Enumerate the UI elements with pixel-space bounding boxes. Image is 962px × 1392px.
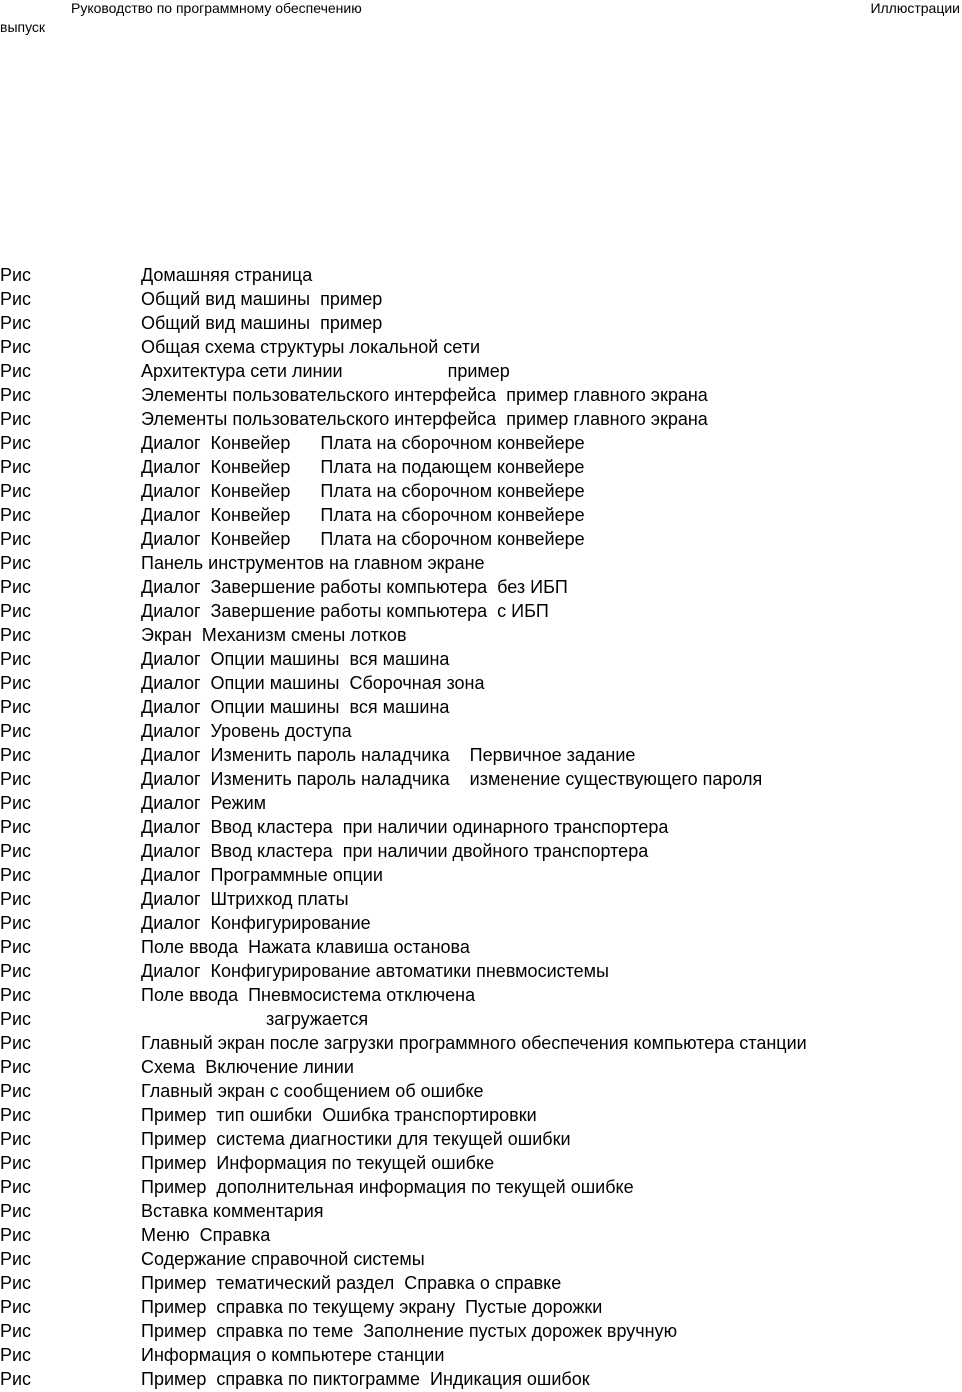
figure-label: Рис — [0, 745, 32, 765]
figure-entry[interactable] — [0, 1368, 962, 1392]
figure-title: Панель инструментов на главном экране — [141, 553, 485, 573]
figure-label: Рис — [0, 769, 32, 789]
figure-label: Рис — [0, 385, 32, 405]
figure-label: Рис — [0, 1177, 32, 1197]
figure-title: Пример тематический раздел Справка о справке — [141, 1273, 562, 1293]
figure-title: Диалог Штрихкод платы — [141, 889, 349, 909]
figure-label: Рис — [0, 1249, 32, 1269]
figure-title: Диалог Изменить пароль наладчика изменение существующего пароля — [141, 769, 763, 789]
figure-label: Рис — [0, 697, 32, 717]
figure-title: Элементы пользовательского интерфейса пример главного экрана — [141, 385, 708, 405]
figure-entry[interactable] — [0, 576, 962, 600]
figure-entry[interactable] — [0, 888, 962, 912]
figure-label: Рис — [0, 865, 32, 885]
figure-label: Рис — [0, 457, 32, 477]
figure-title: Экран Механизм смены лотков — [141, 625, 407, 645]
figure-title: Информация о компьютере станции — [141, 1345, 445, 1365]
figure-label: Рис — [0, 985, 32, 1005]
figure-label: Рис — [0, 529, 32, 549]
figure-title: Диалог Уровень доступа — [141, 721, 352, 741]
figure-title: Диалог Ввод кластера при наличии двойного транспортера — [141, 841, 649, 861]
figure-label: Рис — [0, 409, 32, 429]
figure-label: Рис — [0, 793, 32, 813]
figure-label: Рис — [0, 553, 32, 573]
figure-entry[interactable] — [0, 1176, 962, 1200]
figure-title: Пример справка по теме Заполнение пустых дорожек вручную — [141, 1321, 678, 1341]
figure-label: Рис — [0, 937, 32, 957]
figure-entry[interactable] — [0, 936, 962, 960]
figure-entry[interactable] — [0, 480, 962, 504]
figure-label: Рис — [0, 1057, 32, 1077]
figure-entry[interactable] — [0, 1224, 962, 1248]
figure-title: Меню Справка — [141, 1225, 271, 1245]
figure-label: Рис — [0, 481, 32, 501]
figure-entry[interactable] — [0, 528, 962, 552]
figure-entry[interactable] — [0, 1128, 962, 1152]
figure-entry[interactable] — [0, 1344, 962, 1368]
figure-label: Рис — [0, 1321, 32, 1341]
figure-title: Диалог Конвейер Плата на сборочном конвейере — [141, 529, 585, 549]
document-subtitle: выпуск — [0, 19, 46, 35]
figure-entry[interactable] — [0, 1104, 962, 1128]
figure-label: Рис — [0, 1201, 32, 1221]
figure-title: Главный экран с сообщением об ошибке — [141, 1081, 484, 1101]
figure-title: Общий вид машины пример — [141, 289, 383, 309]
figure-title: Поле ввода Нажата клавиша останова — [141, 937, 470, 957]
figure-entry[interactable] — [0, 696, 962, 720]
figure-entry[interactable] — [0, 384, 962, 408]
figure-label: Рис — [0, 337, 32, 357]
figure-entry[interactable] — [0, 1296, 962, 1320]
figure-entry[interactable] — [0, 720, 962, 744]
figure-label: Рис — [0, 433, 32, 453]
figure-title: Диалог Завершение работы компьютера с ИБП — [141, 601, 549, 621]
figure-title: Диалог Режим — [141, 793, 267, 813]
figure-title: Элементы пользовательского интерфейса пример главного экрана — [141, 409, 708, 429]
document-title: Руководство по программному обеспечению — [71, 0, 362, 16]
figure-entry[interactable] — [0, 288, 962, 312]
figure-entry[interactable] — [0, 1080, 962, 1104]
figure-entry[interactable] — [0, 984, 962, 1008]
figure-title: Пример справка по текущему экрану Пустые дорожки — [141, 1297, 603, 1317]
figure-entry[interactable] — [0, 864, 962, 888]
section-title: Иллюстрации — [870, 0, 960, 16]
figure-entry[interactable] — [0, 960, 962, 984]
figure-title: Диалог Программные опции — [141, 865, 383, 885]
figure-label: Рис — [0, 1345, 32, 1365]
figure-label: Рис — [0, 1369, 32, 1389]
figure-title: Пример справка по пиктограмме Индикация ошибок — [141, 1369, 590, 1389]
figure-entry[interactable] — [0, 1008, 962, 1032]
figure-title: Диалог Опции машины вся машина — [141, 697, 450, 717]
figure-title: Пример тип ошибки Ошибка транспортировки — [141, 1105, 537, 1125]
figure-entry[interactable] — [0, 912, 962, 936]
figure-entry[interactable] — [0, 768, 962, 792]
figure-title: Диалог Конвейер Плата на сборочном конвейере — [141, 505, 585, 525]
figure-title: Диалог Конвейер Плата на сборочном конвейере — [141, 433, 585, 453]
figure-title: Диалог Конфигурирование — [141, 913, 371, 933]
figure-title: Архитектура сети линии пример — [141, 361, 510, 381]
list-of-figures — [0, 264, 962, 1392]
figure-entry[interactable] — [0, 1032, 962, 1056]
figure-entry[interactable] — [0, 744, 962, 768]
figure-title: Вставка комментария — [141, 1201, 324, 1221]
figure-entry[interactable] — [0, 432, 962, 456]
figure-label: Рис — [0, 1225, 32, 1245]
figure-title: Домашняя страница — [141, 265, 313, 285]
figure-label: Рис — [0, 1033, 32, 1053]
figure-label: Рис — [0, 1153, 32, 1173]
figure-title: Диалог Конвейер Плата на подающем конвейере — [141, 457, 585, 477]
figure-label: Рис — [0, 889, 32, 909]
figure-entry[interactable] — [0, 1152, 962, 1176]
figure-title: Диалог Конфигурирование автоматики пневмосистемы — [141, 961, 609, 981]
figure-label: Рис — [0, 649, 32, 669]
figure-label: Рис — [0, 1273, 32, 1293]
figure-label: Рис — [0, 961, 32, 981]
figure-label: Рис — [0, 721, 32, 741]
figure-label: Рис — [0, 1129, 32, 1149]
figure-label: Рис — [0, 313, 32, 333]
figure-entry[interactable] — [0, 600, 962, 624]
figure-entry[interactable] — [0, 1200, 962, 1224]
figure-title: Схема Включение линии — [141, 1057, 354, 1077]
figure-label: Рис — [0, 841, 32, 861]
figure-title: Диалог Изменить пароль наладчика Первичное задание — [141, 745, 636, 765]
figure-label: Рис — [0, 817, 32, 837]
figure-title: Пример Информация по текущей ошибке — [141, 1153, 495, 1173]
figure-entry[interactable] — [0, 336, 962, 360]
figure-entry[interactable] — [0, 312, 962, 336]
figure-entry[interactable] — [0, 792, 962, 816]
figure-title: Диалог Опции машины вся машина — [141, 649, 450, 669]
figure-title: Диалог Опции машины Сборочная зона — [141, 673, 485, 693]
figure-title: Содержание справочной системы — [141, 1249, 425, 1269]
figure-entry[interactable] — [0, 672, 962, 696]
figure-title: загружается — [141, 1009, 369, 1029]
figure-title: Диалог Ввод кластера при наличии одинарного транспортера — [141, 817, 669, 837]
figure-label: Рис — [0, 913, 32, 933]
figure-entry[interactable] — [0, 264, 962, 288]
figure-entry[interactable] — [0, 360, 962, 384]
figure-entry[interactable] — [0, 1056, 962, 1080]
figure-entry[interactable] — [0, 840, 962, 864]
figure-title: Пример дополнительная информация по текущей ошибке — [141, 1177, 634, 1197]
figure-label: Рис — [0, 625, 32, 645]
figure-label: Рис — [0, 601, 32, 621]
figure-entry[interactable] — [0, 504, 962, 528]
figure-label: Рис — [0, 1081, 32, 1101]
figure-entry[interactable] — [0, 552, 962, 576]
figure-entry[interactable] — [0, 1248, 962, 1272]
figure-entry[interactable] — [0, 408, 962, 432]
figure-entry[interactable] — [0, 816, 962, 840]
figure-label: Рис — [0, 289, 32, 309]
figure-entry[interactable] — [0, 1272, 962, 1296]
figure-entry[interactable] — [0, 648, 962, 672]
figure-label: Рис — [0, 1105, 32, 1125]
figure-title: Диалог Конвейер Плата на сборочном конвейере — [141, 481, 585, 501]
figure-title: Общий вид машины пример — [141, 313, 383, 333]
figure-label: Рис — [0, 361, 32, 381]
figure-label: Рис — [0, 265, 32, 285]
figure-label: Рис — [0, 1009, 32, 1029]
figure-entry[interactable] — [0, 624, 962, 648]
figure-label: Рис — [0, 505, 32, 525]
figure-title: Поле ввода Пневмосистема отключена — [141, 985, 476, 1005]
figure-entry[interactable] — [0, 456, 962, 480]
figure-label: Рис — [0, 673, 32, 693]
figure-label: Рис — [0, 1297, 32, 1317]
figure-entry[interactable] — [0, 1320, 962, 1344]
figure-title: Общая схема структуры локальной сети — [141, 337, 480, 357]
figure-title: Диалог Завершение работы компьютера без ИБП — [141, 577, 568, 597]
figure-title: Главный экран после загрузки программного обеспечения компьютера станции — [141, 1033, 807, 1053]
figure-label: Рис — [0, 577, 32, 597]
figure-title: Пример система диагностики для текущей ошибки — [141, 1129, 571, 1149]
